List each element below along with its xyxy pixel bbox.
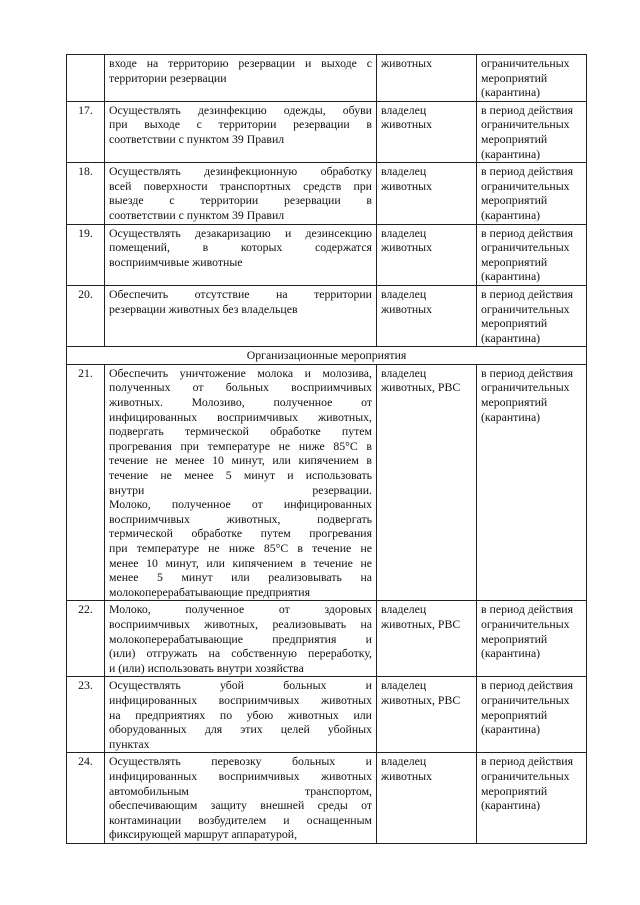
table-body-bottom (67, 364, 587, 843)
term-line: (карантина) (481, 330, 541, 345)
description-line: Обеспечить уничтожение молока и молозива, (109, 365, 372, 380)
term-line: ограничительных (481, 240, 570, 255)
term-line: (карантина) (481, 85, 541, 100)
responsible-line: владелец (381, 164, 427, 179)
implementation-term (477, 285, 587, 346)
responsible-party (377, 285, 477, 346)
term-line: мероприятий (481, 316, 548, 331)
description-line: прогревания при температуре не ниже 85°С в (109, 438, 372, 453)
description-line: (или) отгружать на собственную переработку, (109, 646, 372, 661)
description-line: восприимчивых животных, подвергать (109, 511, 372, 526)
description-line: инфицированных восприимчивых животных, (109, 409, 372, 424)
description-line: территории резервации (109, 70, 227, 85)
responsible-line: животных (381, 56, 432, 70)
term-line: ограничительных (481, 178, 570, 193)
responsible-line: животных (381, 768, 432, 783)
table-row (67, 163, 587, 224)
description-line: молокоперерабатывающие предприятия и (109, 631, 372, 646)
term-line: мероприятий (481, 193, 548, 208)
row-number: 20. (67, 285, 105, 346)
responsible-party (377, 601, 477, 677)
description-line: менее 10 минут, или кипячением в течение не (109, 555, 372, 570)
section-row (67, 347, 587, 365)
implementation-term (477, 224, 587, 285)
table-row (67, 55, 587, 102)
responsible-line: животных (381, 240, 432, 255)
description-line: инфицированных восприимчивых животных (109, 768, 372, 783)
term-line: мероприятий (481, 131, 548, 146)
responsible-party (377, 753, 477, 844)
description-line: Осуществлять дезинфекционную обработку (109, 164, 372, 179)
term-line: ограничительных (481, 768, 570, 783)
description-line: Осуществлять дезинфекцию одежды, обуви (109, 102, 372, 117)
term-line: мероприятий (481, 783, 548, 798)
description-line: течение не менее 10 минут, или кипячением в (109, 453, 372, 468)
description-line: автомобильным транспортом, (109, 783, 372, 798)
term-line: (карантина) (481, 798, 541, 813)
description-line: и (или) использовать внутри хозяйства (109, 660, 304, 675)
description-line: резервации животных без владельцев (109, 301, 298, 316)
responsible-line: животных, РВС (381, 616, 461, 631)
measure-description (105, 101, 377, 162)
description-line: термической обработке путем прогревания (109, 526, 372, 541)
row-number: 18. (67, 163, 105, 224)
row-number: 19. (67, 224, 105, 285)
term-line: ограничительных (481, 616, 570, 631)
measure-description (105, 364, 377, 601)
term-line: в период действия (481, 286, 574, 301)
row-number: 23. (67, 677, 105, 753)
description-line: внутри резервации. (109, 482, 372, 497)
term-line: мероприятий (481, 631, 548, 646)
term-line: в период действия (481, 164, 574, 179)
implementation-term (477, 753, 587, 844)
term-line: (карантина) (481, 722, 541, 737)
term-line: (карантина) (481, 409, 541, 424)
table-row (67, 224, 587, 285)
responsible-line: владелец (381, 102, 427, 117)
measure-description (105, 224, 377, 285)
description-line: подвергать термической обработке путем (109, 424, 372, 439)
responsible-party (377, 101, 477, 162)
responsible-line: животных, РВС (381, 692, 461, 707)
responsible-line: животных (381, 178, 432, 193)
term-line: (карантина) (481, 646, 541, 661)
implementation-term (477, 677, 587, 753)
responsible-party (377, 364, 477, 601)
responsible-party (377, 163, 477, 224)
row-number: 17. (67, 101, 105, 162)
term-line: мероприятий (481, 395, 548, 410)
section-title: Организационные мероприятия (67, 347, 587, 365)
responsible-line: владелец (381, 678, 427, 693)
table-body-top (67, 55, 587, 347)
description-line: восприимчивые животные (109, 254, 243, 269)
description-line: Молоко, полученное от здоровых (109, 602, 372, 617)
description-line: на предприятиях по убою животных или (109, 707, 372, 722)
term-line: в период действия (481, 754, 574, 769)
section-row-group (67, 347, 587, 365)
description-line: Осуществлять перевозку больных и (109, 754, 372, 769)
implementation-term (477, 101, 587, 162)
description-line: контаминации возбудителем и оснащенным (109, 812, 372, 827)
implementation-term (477, 55, 587, 102)
term-line: мероприятий (481, 254, 548, 269)
description-line: оборудованных для этих целей убойных (109, 722, 372, 737)
description-line: молокоперерабатывающие предприятия (109, 584, 311, 599)
responsible-party (377, 677, 477, 753)
description-line: полученных от больных восприимчивых (109, 380, 372, 395)
term-line: мероприятий (481, 707, 548, 722)
description-line: инфицированных восприимчивых животных (109, 692, 372, 707)
description-line: фиксирующей маршрут аппаратурой, (109, 827, 298, 842)
term-line: (карантина) (481, 207, 541, 222)
table-row (67, 285, 587, 346)
implementation-term (477, 163, 587, 224)
responsible-line: владелец (381, 365, 427, 380)
description-line: при выходе с территории резервации в (109, 117, 372, 132)
description-line: всей поверхности транспортных средств при (109, 178, 372, 193)
description-line: менее 5 минут или реализовывать на (109, 570, 372, 585)
term-line: мероприятий (481, 70, 548, 85)
row-number: 21. (67, 364, 105, 601)
description-line: выезде с территории резервации в (109, 193, 372, 208)
responsible-line: животных (381, 117, 432, 132)
description-line: животных. Молозиво, полученное от (109, 395, 372, 410)
term-line: в период действия (481, 225, 574, 240)
measure-description (105, 753, 377, 844)
term-line: ограничительных (481, 380, 570, 395)
description-line: входе на территорию резервации и выходе с (109, 56, 372, 70)
measure-description (105, 601, 377, 677)
description-line: помещений, в которых содержатся (109, 240, 372, 255)
table-row (67, 101, 587, 162)
responsible-line: животных (381, 301, 432, 316)
responsible-line: владелец (381, 754, 427, 769)
responsible-party (377, 55, 477, 102)
description-line: при температуре не ниже 85°С в течение не (109, 541, 372, 555)
term-line: (карантина) (481, 146, 541, 161)
responsible-line: животных, РВС (381, 380, 461, 395)
term-line: ограничительных (481, 301, 570, 316)
term-line: в период действия (481, 602, 574, 617)
responsible-party (377, 224, 477, 285)
row-number: 24. (67, 753, 105, 844)
measure-description (105, 677, 377, 753)
description-line: обеспечивающим защиту внешней среды от (109, 798, 372, 813)
measure-description (105, 55, 377, 102)
term-line: ограничительных (481, 56, 570, 70)
row-number: 22. (67, 601, 105, 677)
measures-table (66, 54, 587, 844)
term-line: в период действия (481, 365, 574, 380)
implementation-term (477, 364, 587, 601)
description-line: пунктах (109, 736, 150, 751)
responsible-line: владелец (381, 286, 427, 301)
term-line: ограничительных (481, 117, 570, 132)
description-line: Осуществлять убой больных и (109, 678, 372, 693)
table-row (67, 601, 587, 677)
description-line: Осуществлять дезакаризацию и дезинсекцию (109, 225, 372, 240)
measure-description (105, 285, 377, 346)
term-line: ограничительных (481, 692, 570, 707)
term-line: в период действия (481, 102, 574, 117)
measure-description (105, 163, 377, 224)
table-row (67, 677, 587, 753)
table-row (67, 364, 587, 601)
description-line: соответствии с пунктом 39 Правил (109, 131, 285, 146)
row-number (67, 55, 105, 102)
term-line: в период действия (481, 678, 574, 693)
table-row (67, 753, 587, 844)
description-line: течение не менее 5 минут и использовать (109, 468, 372, 483)
description-line: соответствии с пунктом 39 Правил (109, 207, 285, 222)
description-line: Молоко, полученное от инфицированных (109, 497, 372, 512)
responsible-line: владелец (381, 225, 427, 240)
term-line: (карантина) (481, 269, 541, 284)
description-line: Обеспечить отсутствие на территории (109, 286, 372, 301)
description-line: восприимчивых животных, реализовывать на (109, 616, 372, 631)
implementation-term (477, 601, 587, 677)
responsible-line: владелец (381, 602, 427, 617)
